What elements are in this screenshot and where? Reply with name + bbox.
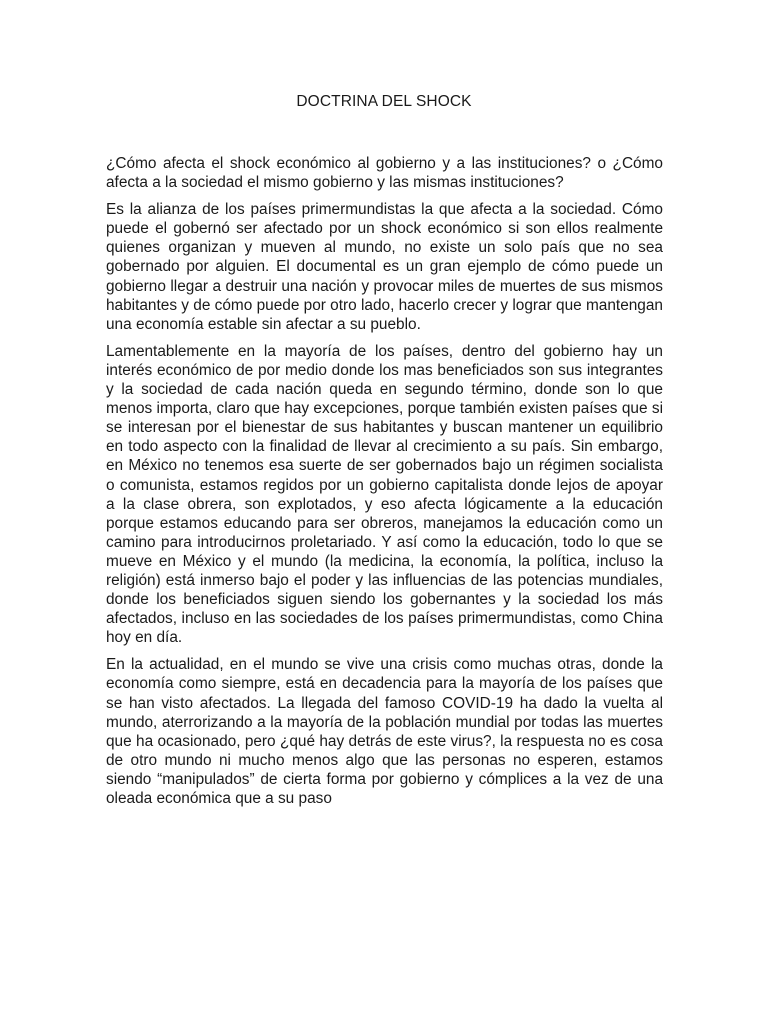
document-title: DOCTRINA DEL SHOCK bbox=[296, 93, 472, 110]
paragraph-1: ¿Cómo afecta el shock económico al gobierno y a las instituciones? o ¿Cómo afecta a la sociedad el mismo gobierno y las mismas instituciones? bbox=[106, 155, 663, 192]
paragraph-4: En la actualidad, en el mundo se vive una crisis como muchas otras, donde la economía como siempre, está en decadencia para la mayoría de los países que se han visto afectados. La llegada del famoso COVID-19 ha dado la vuelta al mundo, aterrorizando a la mayoría de la población mundial por todas las muertes que ha ocasionado, pero ¿qué hay detrás de este virus?, la respuesta no es cosa de otro mundo ni mucho menos algo que las personas no esperen, estamos siendo “manipulados” de cierta forma por gobierno y cómplices a la vez de una oleada económica que a su paso bbox=[106, 656, 663, 807]
paragraph-3: Lamentablemente en la mayoría de los países, dentro del gobierno hay un interés económico de por medio donde los mas beneficiados son sus integrantes y la sociedad de cada nación queda en segundo término, donde son lo que menos importa, claro que hay excepciones, porque también existen países que si se interesan por el bienestar de sus habitantes y buscan mantener un equilibrio en todo aspecto con la finalidad de llevar al crecimiento a su país. Sin embargo, en México no tenemos esa suerte de ser gobernados bajo un régimen socialista o comunista, estamos regidos por un gobierno capitalista donde lejos de apoyar a la clase obrera, son explotados, y eso afecta lógicamente a la educación porque estamos educando para ser obreros, manejamos la educación como un camino para introducirnos proletariado. Y así como la educación, todo lo que se mueve en México y el mundo (la medicina, la economía, la política, incluso la religión) está inmerso bajo el poder y las influencias de las potencias mundiales, donde los beneficiados siguen siendo los gobernantes y la sociedad los más afectados, incluso en las sociedades de los países primermundistas, como China hoy en día. bbox=[106, 342, 663, 647]
document-body bbox=[106, 154, 663, 816]
paragraph-2: Es la alianza de los países primermundistas la que afecta a la sociedad. Cómo puede el gobernó ser afectado por un shock económico si son ellos realmente quienes organizan y mueven al mundo, no existe un solo país que no sea gobernado por alguien. El documental es un gran ejemplo de cómo puede un gobierno llegar a destruir una nación y provocar miles de muertes de sus mismos habitantes y de cómo puede por otro lado, hacerlo crecer y lograr que mantengan una economía estable sin afectar a su pueblo. bbox=[106, 201, 663, 333]
